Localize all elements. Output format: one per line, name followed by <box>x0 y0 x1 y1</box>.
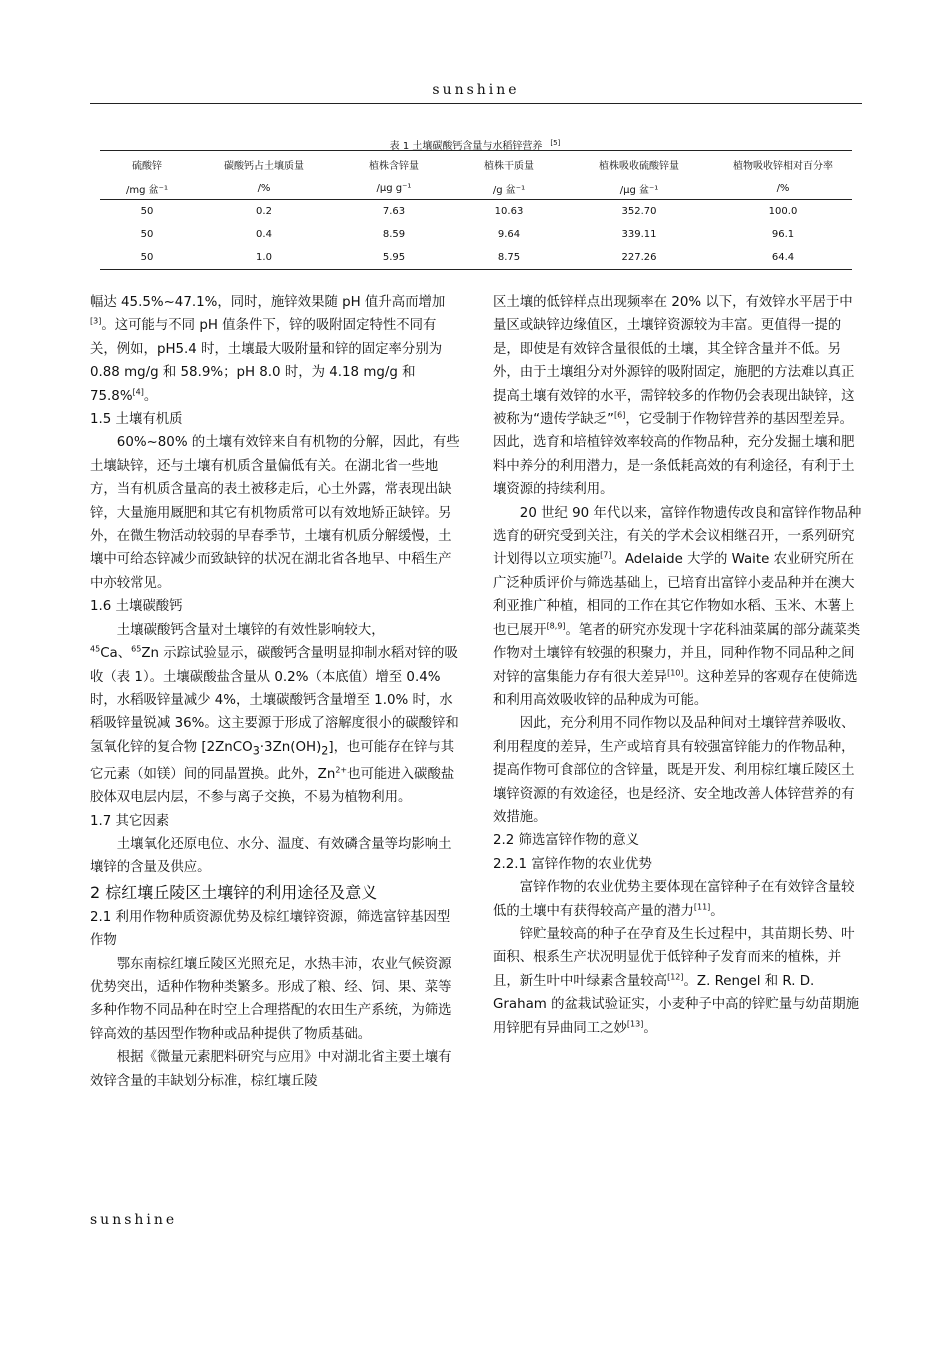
table-row <box>100 246 852 270</box>
header-rule <box>90 103 862 104</box>
table-unit-cell: /mg 盆⁻¹ <box>100 177 194 200</box>
table-cell: 1.0 <box>194 246 334 270</box>
text-run: ]，也可能存在锌与其它元素（如镁）间的同晶置换。此外，Zn <box>90 739 455 782</box>
table-header-cell: 植物吸收锌相对百分率 <box>714 151 852 178</box>
table-unit-cell: /g 盆⁻¹ <box>454 177 564 200</box>
table-cell: 10.63 <box>494 206 524 217</box>
data-table <box>100 150 852 270</box>
text-run: 区土壤的低锌样点出现频率在 20% 以下，有效锌水平居于中量区或缺锌边缘值区，土壤锌资源较为丰富。更值得一提的是，即使是有效锌含量很低的土壤，其全锌含量并不低。另外，由于土壤组分对外源锌的吸附固定，施肥的方法难以真正提高土壤有效锌的水平，需锌较多的作物仍会表现出缺锌，这被称为“遗传学缺乏” <box>493 295 855 428</box>
table-header-cell: 硫酸锌 <box>100 151 194 178</box>
text-run: ·3Zn(OH) <box>259 739 322 755</box>
citation: [11] <box>693 902 711 912</box>
paragraph <box>493 291 863 502</box>
citation: [6] <box>614 410 626 420</box>
text-run: 土壤碳酸钙含量对土壤锌的有效性影响较大， <box>116 622 385 638</box>
running-header: sunshine <box>432 82 520 98</box>
text-run: Ca、 <box>100 646 132 662</box>
citation: [10] <box>667 668 684 678</box>
table-caption-ref: [5] <box>550 138 561 147</box>
citation: [3] <box>90 316 102 326</box>
table-unit-cell: /µg 盆⁻¹ <box>564 177 714 200</box>
text-run: Zn 示踪试验显示，碳酸钙含量明显抑制水稻对锌的吸收（表 1）。土壤碳酸盐含量从 0.2%（本底值）增至 0.4% 时，水稻吸锌量减少 4%，土壤碳酸钙含量增至 1.0% 时，水稻吸锌量锐减 36%。这主要源于形成了溶解度很小的碳酸锌和氢氧化锌的复合物 [2ZnCO <box>90 646 459 755</box>
superscript: 2+ <box>335 765 348 775</box>
isotope-mass: 65 <box>131 644 142 654</box>
paragraph: 鄂东南棕红壤丘陵区光照充足，水热丰沛，农业气候资源优势突出，适种作物种类繁多。形成了粮、经、饲、果、菜等多种作物不同品种在时空上合理搭配的农田生产系统，为筛选锌高效的基因型作物种或品种提供了物质基础。 <box>90 956 452 1042</box>
table-cell: 0.2 <box>256 206 272 217</box>
table-unit-cell: /% <box>714 177 852 200</box>
table-header-cell: 碳酸钙占土壤质量 <box>194 151 334 178</box>
table-cell: 339.11 <box>621 229 657 240</box>
paragraph <box>493 923 863 1040</box>
table-cell: 50 <box>100 246 194 270</box>
table-cell: 352.70 <box>621 206 657 217</box>
text-run: 幅达 45.5%~47.1%，同时，施锌效果随 pH 值升高而增加 <box>90 295 446 310</box>
subscript: 2 <box>321 744 329 758</box>
table-unit-cell: /µg g⁻¹ <box>334 177 454 200</box>
paragraph <box>493 502 863 713</box>
table-cell: 9.64 <box>497 229 521 240</box>
section-heading-1-5: 1.5 土壤有机质 <box>90 412 183 428</box>
left-column <box>90 291 460 1093</box>
table-cell: 5.95 <box>334 246 454 270</box>
section-heading-1-7: 1.7 其它因素 <box>90 813 170 829</box>
paragraph <box>493 876 863 923</box>
citation: [4] <box>132 387 144 397</box>
table-cell: 8.75 <box>454 246 564 270</box>
table-cell: 96.1 <box>771 229 795 240</box>
subscript: 3 <box>252 744 260 758</box>
section-heading-2: 2 棕红壤丘陵区土壤锌的利用途径及意义 <box>90 882 378 902</box>
citation: [8,9] <box>546 621 566 631</box>
table-cell: 0.4 <box>256 229 272 240</box>
table-cell: 50 <box>140 206 154 217</box>
table-cell: 8.59 <box>382 229 406 240</box>
citation: [13] <box>626 1019 644 1029</box>
right-column <box>493 291 863 1040</box>
text-run: 。 <box>710 903 724 919</box>
paragraph <box>90 291 460 408</box>
text-run: 锌贮量较高的种子在孕育及生长过程中，其苗期长势、叶面积、根系生产状况明显优于低锌种子发育而来的植株，并且，新生叶中叶绿素含量较高 <box>493 926 855 989</box>
paragraph: 因此，充分利用不同作物以及品种间对土壤锌营养吸收、利用程度的差异，生产或培育具有较强富锌能力的作物品种，提高作物可食部位的含锌量，既是开发、利用棕红壤丘陵区土壤锌资源的有效途径，也是经济、安全地改善人体锌营养的有效措施。 <box>493 716 855 825</box>
table-row <box>100 223 852 246</box>
text-run: 。笔者的研究亦发现十字花科油菜属的部分蔬菜类作物对土壤锌有较强的积聚力，并且，同种作物不同品种之间对锌的富集能力存有很大差异 <box>493 622 861 685</box>
section-heading-1-6: 1.6 土壤碳酸钙 <box>90 599 183 615</box>
text-run: 富锌作物的农业优势主要体现在富锌种子在有效锌含量较低的土壤中有获得较高产量的潜力 <box>493 880 855 919</box>
text-run: 20 世纪 90 年代以来，富锌作物遗传改良和富锌作物品种选育的研究受到关注，有关的学术会议相继召开，一系列研究计划得以立项实施 <box>493 505 862 568</box>
paragraph: 60%~80% 的土壤有效锌来自有机物的分解，因此，有些土壤缺锌，还与土壤有机质含量偏低有关。在湖北省一些地方，当有机质含量高的表土被移走后，心土外露，常表现出缺锌，大量施用厩肥和其它有机物质常可以有效地矫正缺锌。另外，在微生物活动较弱的早春季节，土壤有机质分解缓慢，土壤中可给态锌减少而致缺锌的状况在湖北省各地早、中稻生产中亦较常见。 <box>90 435 460 591</box>
text-run: 。Adelaide 大学的 Waite 农业研究所在广泛种质评价与筛选基础上，已培育出富锌小麦品种并在澳大利亚推广种植，相同的工作在其它作物如水稻、玉米、木薯上也已展开 <box>493 552 855 638</box>
table-header-cell: 植株干质量 <box>454 151 564 178</box>
text-run: 。这可能与不同 pH 值条件下，锌的吸附固定特性不同有关，例如，pH5.4 时，土壤最大吸附量和锌的固定率分别为 0.88 mg/g 和 58.9%；pH 8.0 时，为 4.18 mg/g 和 75.8% <box>90 318 443 404</box>
table-header-row <box>100 151 852 178</box>
section-heading-2-2-1: 2.2.1 富锌作物的农业优势 <box>493 856 652 872</box>
table-cell: 64.4 <box>714 246 852 270</box>
table-unit-row <box>100 177 852 200</box>
text-run: 。Z. Rengel 和 R. D. Graham 的盆栽试验证实，小麦种子中高的锌贮量与幼苗期施用锌肥有异曲同工之妙 <box>493 973 860 1036</box>
table-unit-cell: /% <box>194 177 334 200</box>
isotope-mass: 45 <box>90 644 101 654</box>
table-caption-text: 表 1 土壤碳酸钙含量与水稻锌营养 <box>389 141 543 152</box>
table-row <box>100 200 852 224</box>
paragraph <box>90 619 460 810</box>
text-run: 。 <box>143 388 158 404</box>
table-header-cell: 植株吸收硫酸锌量 <box>564 151 714 178</box>
table-cell: 50 <box>140 229 154 240</box>
section-heading-2-1: 2.1 利用作物种质资源优势及棕红壤锌资源，筛选富锌基因型作物 <box>90 909 451 949</box>
text-run: 。 <box>643 1020 657 1036</box>
table-cell: 7.63 <box>382 206 406 217</box>
citation: [12] <box>667 972 684 982</box>
text-run: ，它受制于作物锌营养的基因型差异。因此，选育和培植锌效率较高的作物品种，充分发掘土壤和肥料中养分的利用潜力，是一条低耗高效的有利途径，有利于土壤资源的持续利用。 <box>493 412 855 498</box>
table-header-cell: 植株含锌量 <box>334 151 454 178</box>
paragraph: 土壤氧化还原电位、水分、温度、有效磷含量等均影响土壤锌的含量及供应。 <box>90 837 452 876</box>
table-cell: 100.0 <box>768 206 798 217</box>
text-run: 。这种差异的客观存在使筛选和利用高效吸收锌的品种成为可能。 <box>493 669 858 708</box>
text-run: 也可能进入碳酸盐胶体双电层内层，不参与离子交换，不易为植物利用。 <box>90 766 455 806</box>
running-footer: sunshine <box>90 1212 178 1228</box>
paragraph: 根据《微量元素肥料研究与应用》中对湖北省主要土壤有效锌含量的丰缺划分标准，棕红壤丘陵 <box>90 1050 452 1089</box>
section-heading-2-2: 2.2 筛选富锌作物的意义 <box>493 833 640 849</box>
table-cell: 227.26 <box>564 246 714 270</box>
citation: [7] <box>600 551 612 560</box>
